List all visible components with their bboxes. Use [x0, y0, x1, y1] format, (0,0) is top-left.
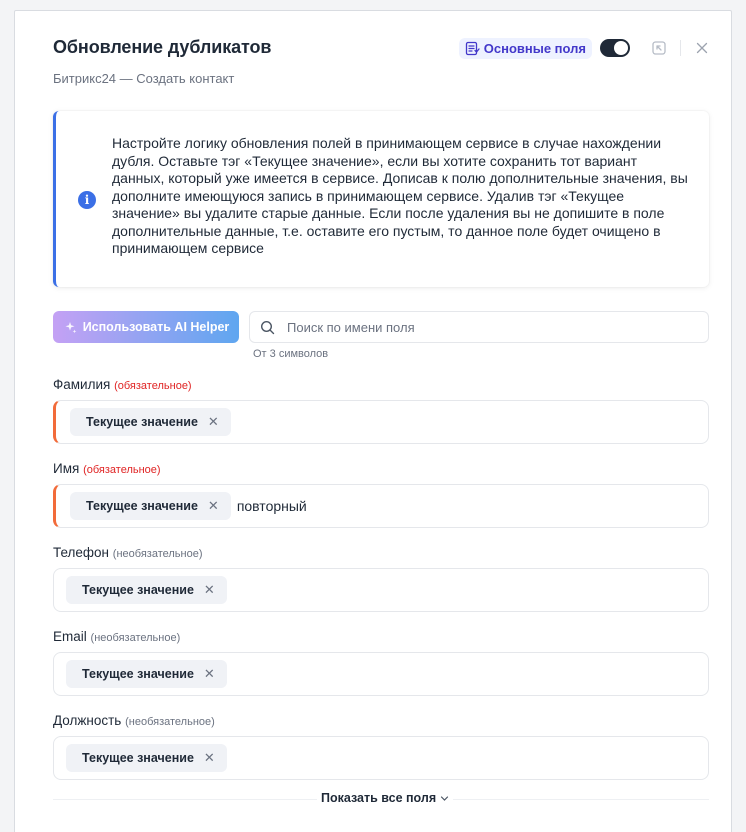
sparkles-icon [63, 320, 77, 334]
remove-tag-icon[interactable]: ✕ [207, 414, 219, 429]
field-extra-value: повторный [236, 498, 307, 514]
field-name: Email [53, 629, 87, 644]
search-icon [260, 320, 275, 335]
field-label-firstname [53, 461, 161, 476]
field-input-position[interactable] [53, 736, 709, 780]
header-actions [459, 37, 713, 59]
optional-marker: (необязательное) [90, 632, 181, 644]
chevron-down-icon [440, 794, 449, 803]
current-value-tag [70, 408, 231, 436]
modal-title: Обновление дубликатов [53, 37, 272, 57]
remove-tag-icon[interactable]: ✕ [207, 498, 219, 513]
info-icon: i [78, 191, 96, 209]
field-input-email[interactable] [53, 652, 709, 696]
current-value-tag [66, 660, 227, 688]
close-button[interactable] [691, 37, 713, 59]
show-all-label: Показать все поля [321, 791, 437, 805]
tag-label: Текущее значение [82, 667, 194, 681]
field-input-firstname[interactable] [53, 484, 709, 528]
fields-list-icon [465, 41, 480, 56]
main-fields-button[interactable] [459, 38, 592, 59]
tag-label: Текущее значение [86, 499, 198, 513]
field-label-phone [53, 545, 202, 560]
field-name: Телефон [53, 545, 110, 560]
field-label-position [53, 713, 215, 728]
header-divider [680, 40, 681, 56]
field-search[interactable] [249, 311, 709, 343]
tag-label: Текущее значение [86, 415, 198, 429]
main-fields-label: Основные поля [483, 40, 586, 56]
remove-tag-icon[interactable]: ✕ [203, 750, 215, 765]
info-text: Настройте логику обновления полей в принимающем сервисе в случае нахождении дубля. Оставьте тэг «Текущее значение», если вы хотите сохранить тот вариант данных, который уже имеется в сервисе. Дописав к полю дополнительные значения, вы дополните имеющуюся запись в принимающем сервисе. Удалив тэг «Текущее значение» вы удалите старые данные. Если после удаления вы не допишите в поле дополнительные данные, т.е. оставите его пустым, то данное поле будет очищено в принимающем сервисе [112, 135, 688, 256]
tag-label: Текущее значение [82, 583, 194, 597]
field-input-phone[interactable] [53, 568, 709, 612]
current-value-tag [66, 744, 227, 772]
field-name: Должность [53, 713, 122, 728]
field-name: Фамилия [53, 377, 111, 392]
show-all-fields-button[interactable] [317, 791, 453, 805]
modal-subtitle: Битрикс24 — Создать контакт [53, 71, 235, 86]
search-hint: От 3 символов [253, 348, 329, 360]
ai-helper-label: Использовать AI Helper [82, 320, 230, 334]
required-marker: (обязательное) [83, 464, 161, 476]
current-value-tag [70, 492, 231, 520]
collapse-icon [651, 40, 667, 56]
remove-tag-icon[interactable]: ✕ [203, 582, 215, 597]
required-marker: (обязательное) [114, 380, 192, 392]
close-icon [695, 41, 709, 55]
ai-helper-button[interactable] [53, 311, 239, 343]
optional-marker: (необязательное) [112, 548, 203, 560]
optional-marker: (необязательное) [125, 716, 215, 728]
tag-label: Текущее значение [82, 751, 194, 765]
info-box [53, 111, 709, 287]
duplicates-modal [14, 10, 732, 832]
current-value-tag [66, 576, 227, 604]
field-label-lastname [53, 377, 192, 392]
main-fields-toggle[interactable] [600, 39, 630, 57]
collapse-button[interactable] [648, 37, 670, 59]
field-label-email [53, 629, 180, 644]
field-input-lastname[interactable] [53, 400, 709, 444]
remove-tag-icon[interactable]: ✕ [203, 666, 215, 681]
field-name: Имя [53, 461, 80, 476]
search-input[interactable] [287, 320, 667, 335]
